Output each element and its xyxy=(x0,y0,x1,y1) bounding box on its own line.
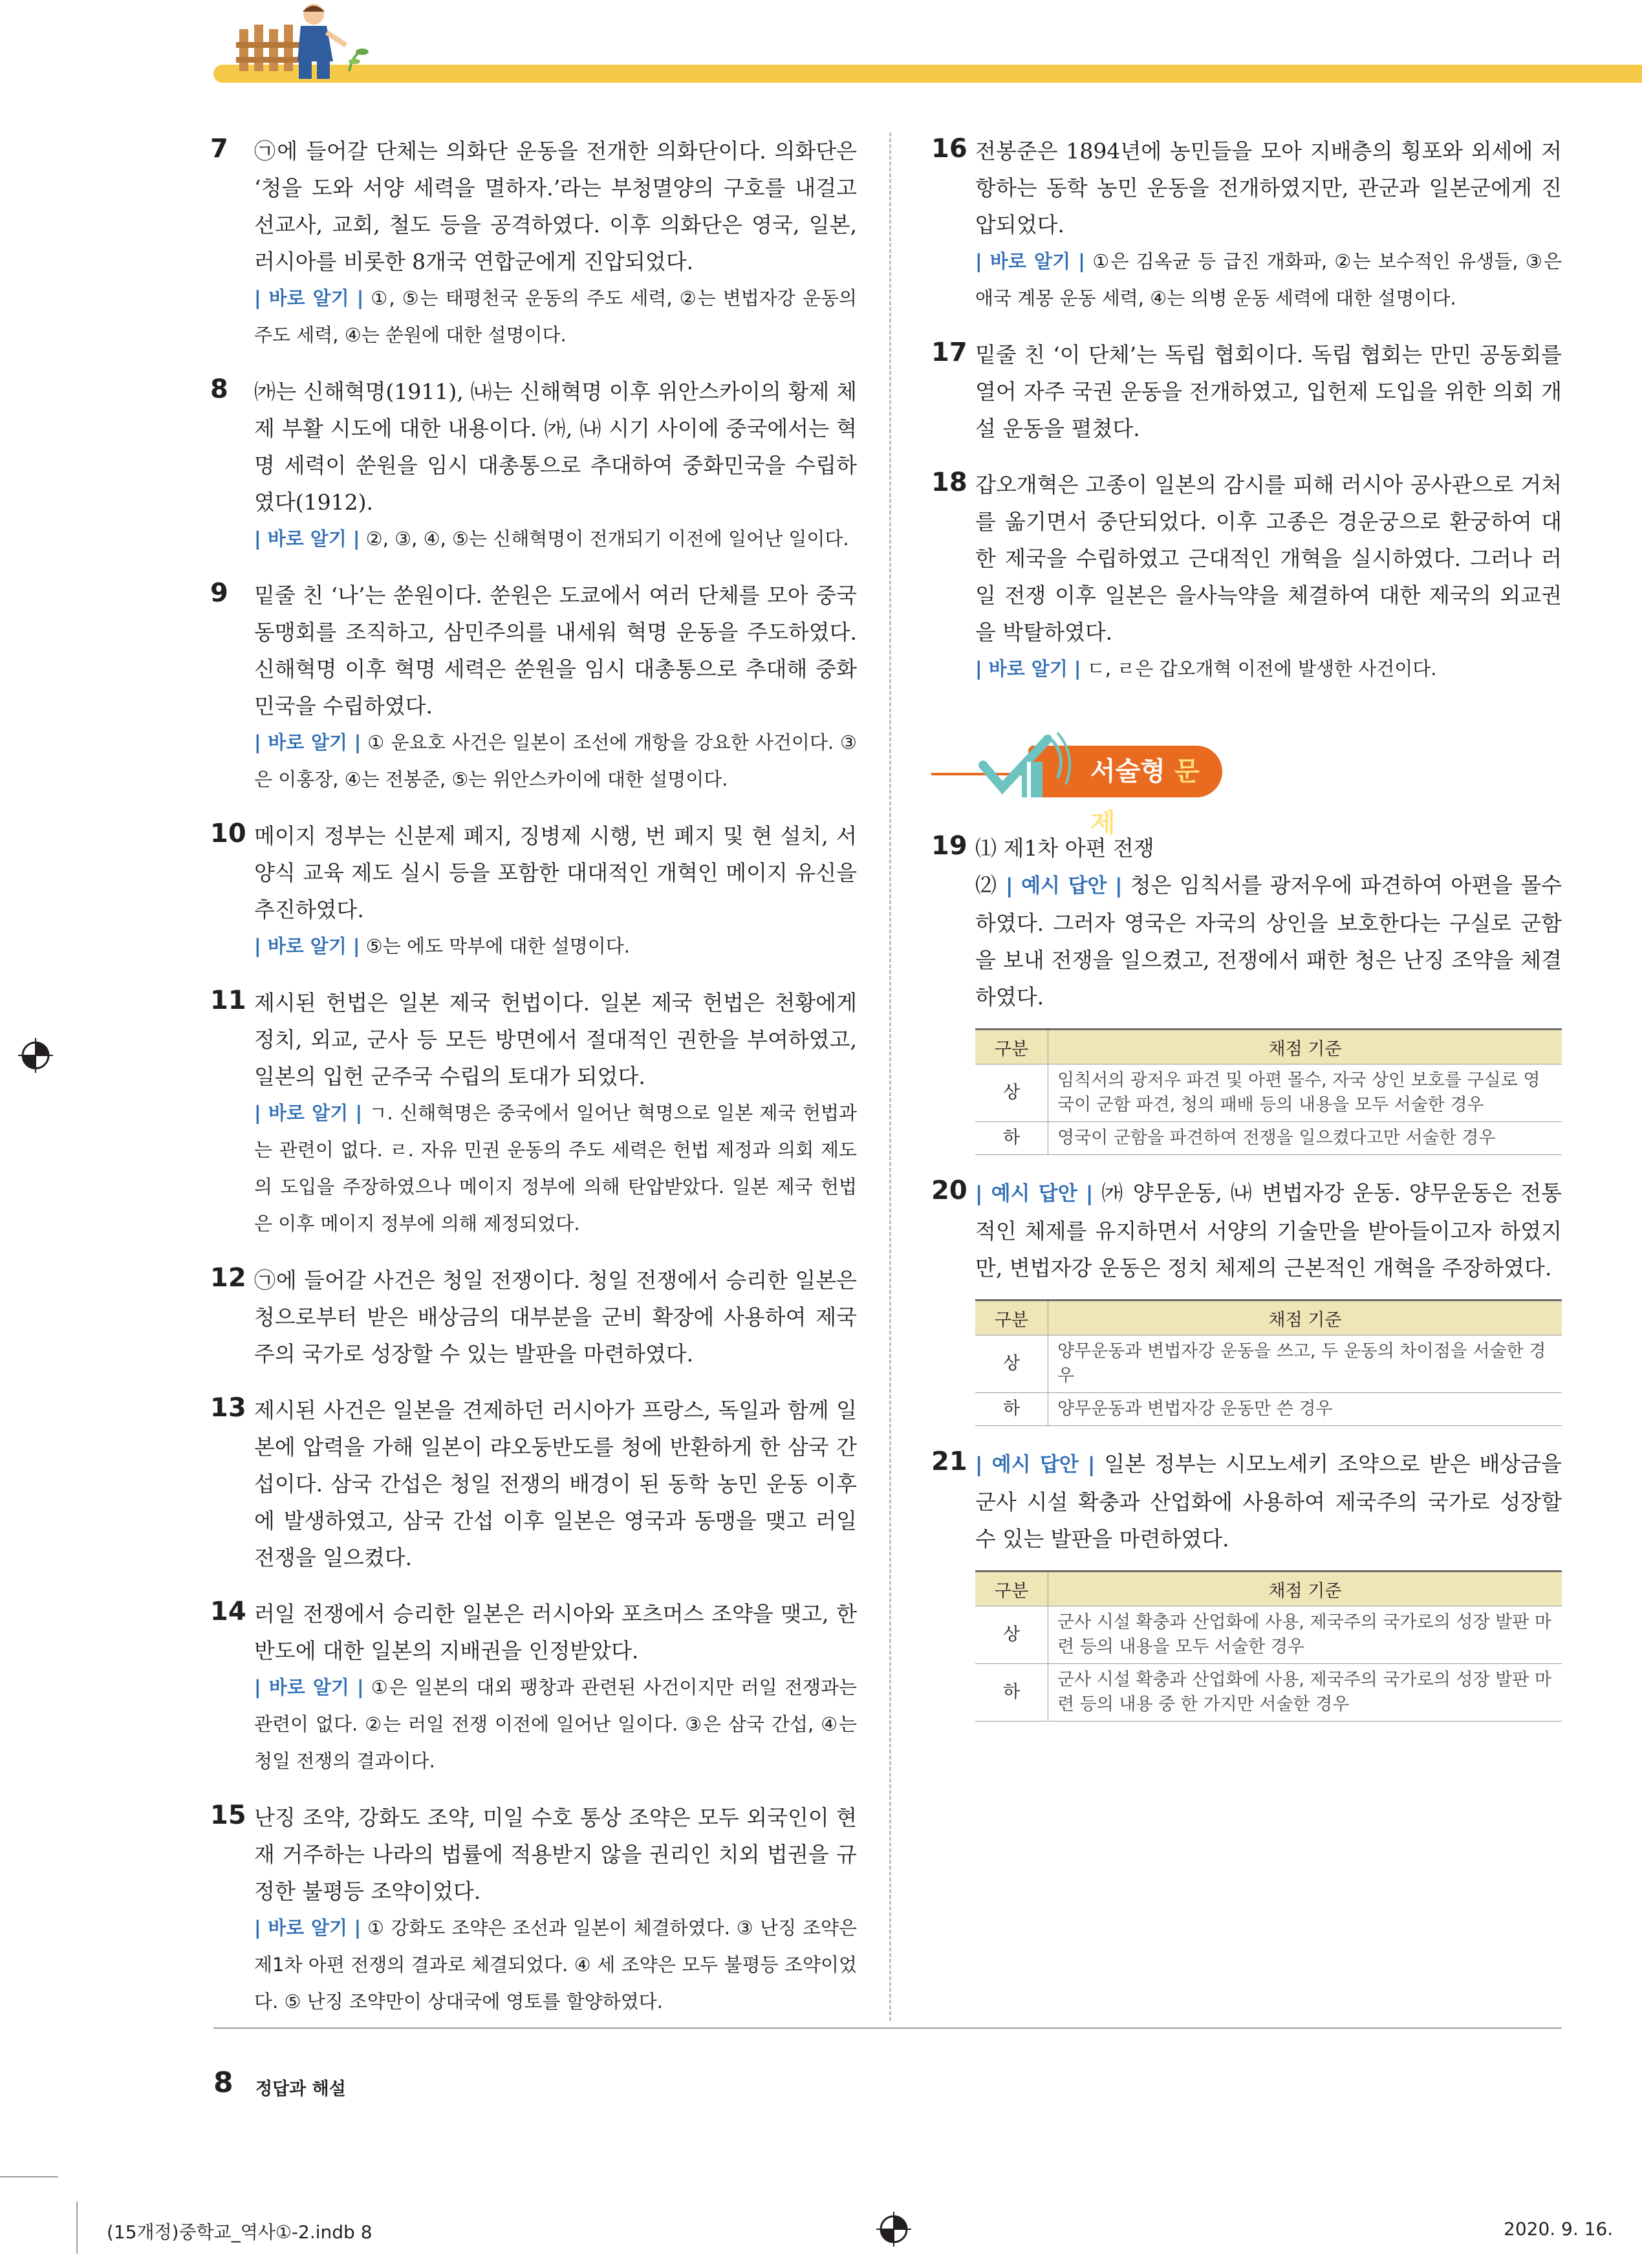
explanation-text: 밑줄 친 ‘이 단체’는 독립 협회이다. 독립 협회는 만민 공동회를 열어 자주 국권 운동을 전개하였고, 입헌제 도입을 위한 의회 개설 운동을 펼쳤다. xyxy=(975,342,1562,441)
right-column xyxy=(931,133,1562,1741)
question-number: 14 xyxy=(210,1597,246,1626)
question-number: 20 xyxy=(931,1176,967,1205)
explanation-text: 전봉준은 1894년에 농민들을 모아 지배층의 횡포와 외세에 저항하는 동학 농민 운동을 전개하였지만, 관군과 일본군에게 진압되었다. xyxy=(975,138,1562,237)
page-number: 8 xyxy=(213,2066,233,2099)
explanation-text: 제시된 사건은 일본을 견제하던 러시아가 프랑스, 독일과 함께 일본에 압력을 가해 일본이 랴오둥반도를 청에 반환하게 한 삼국 간섭이다. 삼국 간섭은 청일 전쟁의 배경이 된 동학 농민 운동 이후에 발생하였고, 삼국 간섭 이후 일본은 영국과 동맹을 맺고 러일 전쟁을 일으켰다. xyxy=(254,1398,857,1570)
part-marker: ⑵ xyxy=(975,872,998,898)
correction-tag: | 바로 알기 | xyxy=(254,528,360,550)
correction-note xyxy=(254,1910,857,2020)
question-number: 21 xyxy=(931,1447,967,1476)
criteria-cell: 임칙서의 광저우 파견 및 아편 몰수, 자국 상인 보호를 구실로 영국이 군함 파견, 청의 패배 등의 내용을 모두 서술한 경우 xyxy=(1048,1064,1562,1122)
correction-tag: | 바로 알기 | xyxy=(254,935,360,957)
answer-item-16 xyxy=(931,133,1562,317)
essay-part-2 xyxy=(975,867,1562,1015)
correction-tag: | 바로 알기 | xyxy=(975,658,1081,680)
scoring-table xyxy=(975,1299,1562,1426)
table-row xyxy=(975,1122,1562,1155)
level-cell: 상 xyxy=(975,1064,1048,1122)
level-cell: 하 xyxy=(975,1664,1048,1722)
level-cell: 하 xyxy=(975,1393,1048,1426)
level-cell: 상 xyxy=(975,1606,1048,1664)
question-number: 18 xyxy=(931,468,967,497)
correction-text: ②, ③, ④, ⑤는 신해혁명이 전개되기 이전에 일어난 일이다. xyxy=(360,528,849,550)
explanation-text: 러일 전쟁에서 승리한 일본은 러시아와 포츠머스 조약을 맺고, 한반도에 대한 일본의 지배권을 인정받았다. xyxy=(254,1601,857,1663)
registration-mark-icon xyxy=(876,2212,911,2247)
correction-text: ①, ⑤는 태평천국 운동의 주도 세력, ②는 변법자강 운동의 주도 세력, ④는 쑨원에 대한 설명이다. xyxy=(254,287,857,346)
question-number: 8 xyxy=(210,374,228,404)
answer-item-10 xyxy=(210,817,857,965)
correction-text: ㄱ. 신해혁명은 중국에서 일어난 혁명으로 일본 제국 헌법과는 관련이 없다. ㄹ. 자유 민권 운동의 주도 세력은 헌법 제정과 의회 제도의 도입을 주장하였으나 메이지 정부에 의해 탄압받았다. 일본 제국 헌법은 이후 메이지 정부에 의해 제정되었다. xyxy=(254,1102,857,1235)
print-slug-date: 2020. 9. 16. xyxy=(1504,2218,1614,2240)
explanation-text: 밑줄 친 ‘나’는 쑨원이다. 쑨원은 도쿄에서 여러 단체를 모아 중국 동맹회를 조직하고, 삼민주의를 내세워 혁명 운동을 주도하였다. 신해혁명 이후 혁명 세력은 쑨원을 임시 대총통으로 추대해 중화민국을 수립하였다. xyxy=(254,583,857,718)
answer-item-13 xyxy=(210,1392,857,1576)
table-row xyxy=(975,1064,1562,1122)
gardener-icon xyxy=(285,0,375,84)
table-header-level: 구분 xyxy=(975,1301,1048,1335)
correction-text: ⑤는 에도 막부에 대한 설명이다. xyxy=(360,935,631,957)
essay-item-20 xyxy=(931,1174,1562,1426)
correction-note xyxy=(254,280,857,354)
essay-answer xyxy=(975,1174,1562,1286)
correction-text: ㄷ, ㄹ은 갑오개혁 이전에 발생한 사건이다. xyxy=(1081,658,1437,680)
example-answer-text: 일본 정부는 시모노세키 조약으로 받은 배상금을 군사 시설 확충과 산업화에 사용하여 제국주의 국가로 성장할 수 있는 발판을 마련하였다. xyxy=(975,1451,1562,1551)
answer-item-14 xyxy=(210,1595,857,1780)
criteria-cell: 양무운동과 변법자강 운동만 쓴 경우 xyxy=(1048,1393,1562,1426)
table-row xyxy=(975,1664,1562,1722)
footer-rule xyxy=(213,2027,1562,2029)
correction-text: ① 강화도 조약은 조선과 일본이 체결하였다. ③ 난징 조약은 제1차 아편 전쟁의 결과로 체결되었다. ④ 세 조약은 모두 불평등 조약이었다. ⑤ 난징 조약만이 상대국에 영토를 할양하였다. xyxy=(254,1917,857,2013)
essay-item-19 xyxy=(931,830,1562,1155)
registration-mark-icon xyxy=(18,1038,53,1073)
correction-tag: | 바로 알기 | xyxy=(254,731,362,753)
example-answer-tag: | 예시 답안 | xyxy=(975,1182,1094,1205)
question-number: 9 xyxy=(210,578,228,608)
correction-tag: | 바로 알기 | xyxy=(254,287,364,309)
question-number: 16 xyxy=(931,134,967,164)
correction-tag: | 바로 알기 | xyxy=(254,1676,364,1698)
answer-item-12 xyxy=(210,1262,857,1372)
example-answer-text: 청은 임칙서를 광저우에 파견하여 아편을 몰수하였다. 그러자 영국은 자국의 상인을 보호한다는 구실로 군함을 보내 전쟁을 일으켰고, 전쟁에서 패한 청은 난징 조약을 체결하였다. xyxy=(975,872,1562,1010)
correction-note xyxy=(254,521,857,557)
correction-note xyxy=(254,1669,857,1780)
section-header xyxy=(931,726,1562,838)
answer-item-15 xyxy=(210,1799,857,2020)
essay-item-21 xyxy=(931,1445,1562,1722)
correction-text: ①은 김옥균 등 급진 개화파, ②는 보수적인 유생들, ③은 애국 계몽 운동 세력, ④는 의병 운동 세력에 대한 설명이다. xyxy=(975,250,1562,309)
criteria-cell: 영국이 군함을 파견하여 전쟁을 일으켰다고만 서술한 경우 xyxy=(1048,1122,1562,1155)
table-row xyxy=(975,1393,1562,1426)
explanation-text: ㉠에 들어갈 단체는 의화단 운동을 전개한 의화단이다. 의화단은 ‘청을 도와 서양 세력을 멸하자.’라는 부청멸양의 구호를 내걸고 선교사, 교회, 철도 등을 공격하였다. 이후 의화단은 영국, 일본, 러시아를 비롯한 8개국 연합군에게 진압되었다. xyxy=(254,138,857,274)
explanation-text: 갑오개혁은 고종이 일본의 감시를 피해 러시아 공사관으로 거처를 옮기면서 중단되었다. 이후 고종은 경운궁으로 환궁하여 대한 제국을 수립하였고 근대적인 개혁을 실시하였다. 그러나 러일 전쟁 이후 일본은 을사늑약을 체결하여 대한 제국의 외교권을 박탈하였다. xyxy=(975,472,1562,645)
example-answer-tag: | 예시 답안 | xyxy=(1006,874,1123,898)
question-number: 17 xyxy=(931,338,967,367)
correction-note xyxy=(975,651,1562,687)
correction-note xyxy=(975,243,1562,317)
example-answer-text: ㈎ 양무운동, ㈏ 변법자강 운동. 양무운동은 전통적인 체제를 유지하면서 서양의 기술만을 받아들이고자 하였지만, 변법자강 운동은 정치 체제의 근본적인 개혁을 주장하였다. xyxy=(975,1180,1562,1280)
correction-note xyxy=(254,928,857,965)
table-row xyxy=(975,1335,1562,1393)
correction-tag: | 바로 알기 | xyxy=(254,1917,362,1939)
question-number: 19 xyxy=(931,831,967,861)
table-header-level: 구분 xyxy=(975,1571,1048,1606)
essay-answer xyxy=(975,1445,1562,1557)
table-header-level: 구분 xyxy=(975,1030,1048,1064)
header-bar xyxy=(213,65,1642,83)
essay-part-1: ⑴ 제1차 아편 전쟁 xyxy=(975,836,1154,861)
page-label: 정답과 해설 xyxy=(255,2079,346,2099)
question-number: 13 xyxy=(210,1393,246,1423)
table-header-criteria: 채점 기준 xyxy=(1048,1301,1562,1335)
explanation-text: 제시된 헌법은 일본 제국 헌법이다. 일본 제국 헌법은 천황에게 정치, 외교, 군사 등 모든 방면에서 절대적인 권한을 부여하였고, 일본의 입헌 군주국 수립의 토대가 되었다. xyxy=(254,990,857,1089)
print-slug-file: (15개정)중학교_역사①-2.indb 8 xyxy=(107,2221,373,2243)
answer-item-11 xyxy=(210,984,857,1242)
correction-tag: | 바로 알기 | xyxy=(254,1102,363,1124)
table-row xyxy=(975,1606,1562,1664)
explanation-text: ㈎는 신해혁명(1911), ㈏는 신해혁명 이후 위안스카이의 황제 체제 부활 시도에 대한 내용이다. ㈎, ㈏ 시기 사이에 중국에서는 혁명 세력이 쑨원을 임시 대총통으로 추대하여 중화민국을 수립하였다(1912). xyxy=(254,379,857,515)
correction-note xyxy=(254,1095,857,1242)
answer-item-7 xyxy=(210,133,857,354)
explanation-text: 난징 조약, 강화도 조약, 미일 수호 통상 조약은 모두 외국인이 현재 거주하는 나라의 법률에 적용받지 않을 권리인 치외 법권을 규정한 불평등 조약이었다. xyxy=(254,1805,857,1904)
column-divider xyxy=(889,133,891,2021)
question-number: 10 xyxy=(210,819,246,848)
answer-item-18 xyxy=(931,466,1562,687)
explanation-text: ㉠에 들어갈 사건은 청일 전쟁이다. 청일 전쟁에서 승리한 일본은 청으로부터 받은 배상금의 대부분을 군비 확장에 사용하여 제국주의 국가로 성장할 수 있는 발판을 마련하였다. xyxy=(254,1268,857,1366)
example-answer-tag: | 예시 답안 | xyxy=(975,1453,1096,1476)
table-header-criteria: 채점 기준 xyxy=(1048,1571,1562,1606)
question-number: 12 xyxy=(210,1263,246,1293)
crop-mark xyxy=(76,2202,78,2254)
question-number: 11 xyxy=(210,986,246,1015)
explanation-text: 메이지 정부는 신분제 폐지, 징병제 시행, 번 폐지 및 현 설치, 서양식 교육 제도 실시 등을 포함한 대대적인 개혁인 메이지 유신을 추진하였다. xyxy=(254,823,857,922)
criteria-cell: 양무운동과 변법자강 운동을 쓰고, 두 운동의 차이점을 서술한 경우 xyxy=(1048,1335,1562,1393)
question-number: 15 xyxy=(210,1800,246,1830)
correction-text: ①은 일본의 대외 팽창과 관련된 사건이지만 러일 전쟁과는 관련이 없다. ②는 러일 전쟁 이전에 일어난 일이다. ③은 삼국 간섭, ④는 청일 전쟁의 결과이다. xyxy=(254,1676,858,1772)
criteria-cell: 군사 시설 확충과 산업화에 사용, 제국주의 국가로의 성장 발판 마련 등의 내용 중 한 가지만 서술한 경우 xyxy=(1048,1664,1562,1722)
pencil-check-icon xyxy=(977,726,1074,804)
correction-tag: | 바로 알기 | xyxy=(975,250,1085,272)
table-header-criteria: 채점 기준 xyxy=(1048,1030,1562,1064)
correction-text: ① 운요호 사건은 일본이 조선에 개항을 강요한 사건이다. ③은 이홍장, ④는 전봉준, ⑤는 위안스카이에 대한 설명이다. xyxy=(254,731,857,790)
crop-mark xyxy=(0,2176,58,2177)
criteria-cell: 군사 시설 확충과 산업화에 사용, 제국주의 국가로의 성장 발판 마련 등의 내용을 모두 서술한 경우 xyxy=(1048,1606,1562,1664)
scoring-table xyxy=(975,1570,1562,1722)
answer-item-17 xyxy=(931,336,1562,447)
correction-note xyxy=(254,724,857,798)
section-title-accent: 문제 xyxy=(1090,757,1200,838)
left-column xyxy=(210,133,857,2040)
level-cell: 상 xyxy=(975,1335,1048,1393)
question-number: 7 xyxy=(210,134,228,164)
level-cell: 하 xyxy=(975,1122,1048,1155)
answer-item-8 xyxy=(210,373,857,557)
answer-item-9 xyxy=(210,577,857,798)
scoring-table xyxy=(975,1028,1562,1155)
section-title-main: 서술형 xyxy=(1090,757,1165,786)
